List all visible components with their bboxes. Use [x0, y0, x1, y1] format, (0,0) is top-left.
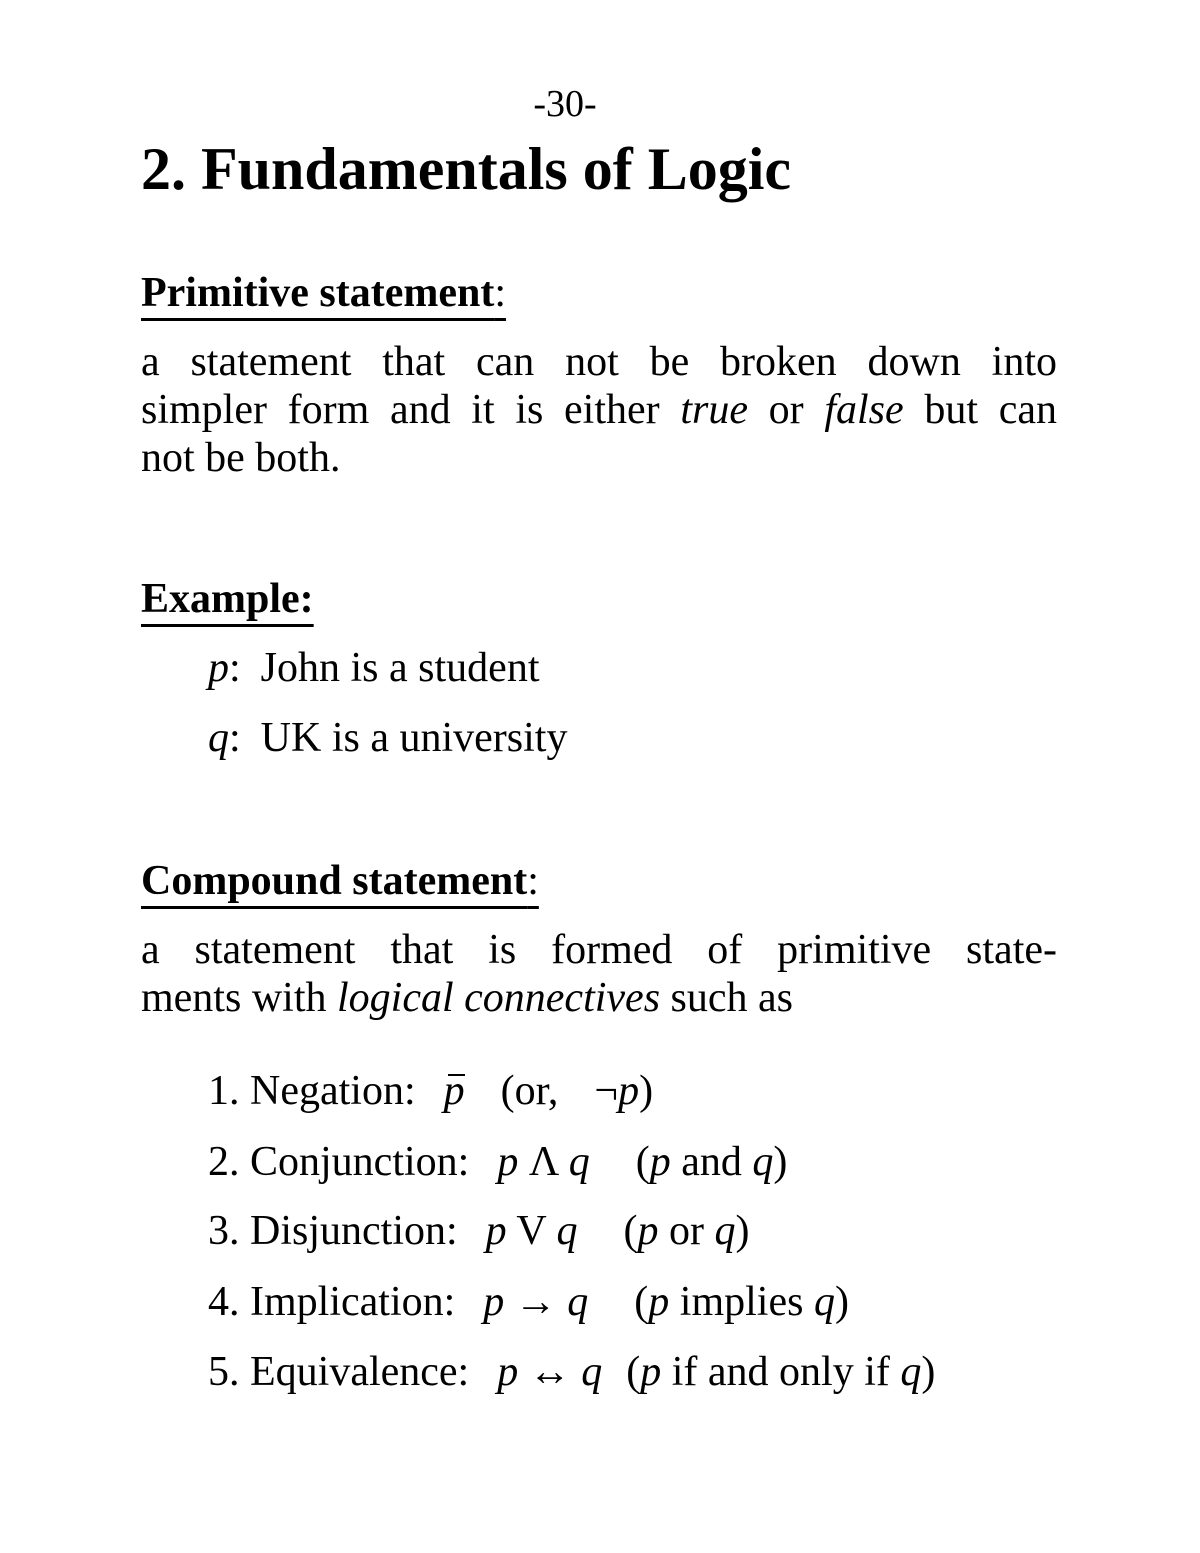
example-item-q: q: UK is a university — [208, 715, 568, 761]
equivalence-paren-var1: p — [640, 1349, 662, 1395]
false-term: false — [824, 387, 904, 433]
example-heading: Example: — [141, 576, 314, 622]
conjunction-paren-var1: p — [649, 1139, 671, 1185]
primitive-heading-text: Primitive statement — [141, 270, 495, 316]
implication-paren-word: implies — [669, 1279, 814, 1325]
disjunction-paren-var2: q — [714, 1208, 736, 1254]
primitive-line-2-b: or — [747, 387, 825, 433]
negation-alt-var: p — [618, 1068, 640, 1114]
disjunction-var2: q — [556, 1208, 578, 1254]
disjunction-var1: p — [485, 1208, 507, 1254]
negation-alt-suffix: ) — [639, 1068, 654, 1114]
primitive-line-2-c: but can — [903, 387, 1057, 433]
implication-operator: → — [514, 1279, 557, 1325]
equivalence-var2: q — [581, 1349, 603, 1395]
equivalence-operator: ↔ — [528, 1349, 571, 1395]
compound-line-2-a: ments with — [141, 975, 337, 1021]
negation-label: 1. Negation: — [208, 1068, 416, 1114]
compound-statement-heading — [141, 856, 539, 906]
connective-negation — [208, 1066, 653, 1116]
compound-line-2-b: such as — [660, 975, 794, 1021]
equivalence-var1: p — [497, 1349, 519, 1395]
conjunction-var1: p — [497, 1139, 519, 1185]
compound-definition — [141, 926, 1057, 1022]
implication-label: 4. Implication: — [208, 1279, 456, 1325]
example-text-p: John is a student — [260, 645, 540, 691]
disjunction-operator: V — [516, 1208, 546, 1254]
connective-equivalence: 5. Equivalence: p ↔ q (p if and only if q) — [208, 1349, 936, 1395]
conjunction-operator: Λ — [528, 1139, 559, 1185]
disjunction-paren-var1: p — [637, 1208, 659, 1254]
disjunction-label: 3. Disjunction: — [208, 1208, 458, 1254]
primitive-heading-colon: : — [494, 270, 507, 316]
negation-alt-prefix: (or, — [500, 1068, 559, 1114]
connective-implication: 4. Implication: p → q (p implies q) — [208, 1279, 849, 1325]
chapter-title: 2. Fundamentals of Logic — [141, 136, 792, 202]
true-term: true — [680, 387, 748, 433]
disjunction-paren-word: or — [658, 1208, 715, 1254]
primitive-definition — [141, 338, 1057, 482]
equivalence-paren-word: if and only if — [661, 1349, 901, 1395]
conjunction-paren-var2: q — [752, 1139, 774, 1185]
compound-line-1: a statement that is formed of primitive state- — [141, 927, 1057, 973]
implication-var2: q — [567, 1279, 589, 1325]
equivalence-label: 5. Equivalence: — [208, 1349, 470, 1395]
conjunction-var2: q — [568, 1139, 590, 1185]
conjunction-paren-word: and — [670, 1139, 753, 1185]
primitive-line-1: a statement that can not be broken down into — [141, 339, 1057, 385]
compound-heading-colon: : — [527, 858, 539, 904]
implication-paren-var1: p — [648, 1279, 670, 1325]
compound-heading-text: Compound statement — [141, 858, 528, 904]
primitive-line-3: not be both. — [141, 435, 341, 481]
compound-line-2 — [141, 974, 1057, 1022]
page-number: -30- — [533, 83, 597, 125]
connective-disjunction: 3. Disjunction: p V q (p or q) — [208, 1208, 750, 1254]
primitive-line-2-a: simpler form and it is either — [141, 387, 681, 433]
negation-symbol: p — [443, 1068, 465, 1114]
conjunction-label: 2. Conjunction: — [208, 1139, 470, 1185]
example-item-p: p: John is a student — [208, 645, 540, 691]
implication-var1: p — [483, 1279, 505, 1325]
primitive-statement-heading — [141, 268, 506, 318]
connective-conjunction: 2. Conjunction: p Λ q (p and q) — [208, 1139, 788, 1185]
negation-not-symbol: ¬ — [594, 1068, 619, 1114]
equivalence-paren-var2: q — [900, 1349, 922, 1395]
example-var-q: q — [208, 715, 229, 761]
primitive-line-2 — [141, 386, 1057, 434]
logical-connectives-term: logical connectives — [337, 975, 661, 1021]
example-text-q: UK is a university — [260, 715, 568, 761]
implication-paren-var2: q — [813, 1279, 835, 1325]
example-var-p: p — [208, 645, 229, 691]
